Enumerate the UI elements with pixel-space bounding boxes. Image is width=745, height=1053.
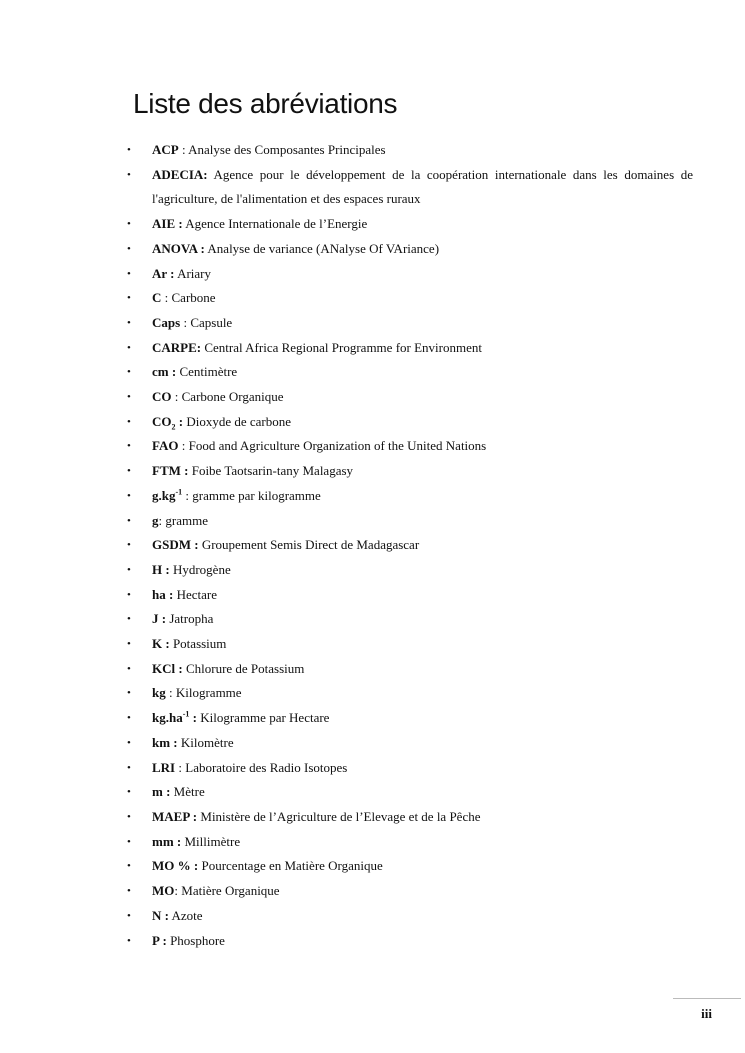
bullet-icon: • <box>127 539 131 552</box>
abbreviation-definition: Millimètre <box>184 833 241 849</box>
bullet-icon: • <box>127 934 131 947</box>
list-item <box>0 533 745 558</box>
bullet-icon: • <box>127 267 131 280</box>
bullet-icon: • <box>127 440 131 453</box>
bullet-icon: • <box>127 736 131 749</box>
list-item <box>0 286 745 311</box>
separator: : <box>165 685 176 701</box>
bullet-icon: • <box>127 638 131 651</box>
page-number: iii <box>701 1006 712 1021</box>
abbreviation-term: kg <box>152 685 166 701</box>
abbreviation-term: CARPE: <box>152 339 202 355</box>
list-item <box>0 138 745 163</box>
list-item <box>0 929 745 954</box>
separator: : <box>178 142 189 157</box>
separator: : <box>174 883 182 899</box>
bullet-icon: • <box>127 835 131 848</box>
abbreviation-term: MO <box>152 883 175 899</box>
bullet-icon: • <box>127 786 131 799</box>
abbreviation-definition: Matière Organique <box>181 883 280 899</box>
bullet-icon: • <box>127 588 131 601</box>
list-item <box>0 237 745 262</box>
abbreviation-definition: Hydrogène <box>172 561 231 577</box>
list-item <box>0 780 745 805</box>
bullet-icon: • <box>127 489 131 502</box>
abbreviation-definition: Analyse des Composantes Principales <box>188 142 386 157</box>
bullet-icon: • <box>127 144 131 156</box>
abbreviation-term: K : <box>152 636 170 652</box>
list-item <box>0 434 745 459</box>
abbreviation-term: MO % : <box>152 858 199 874</box>
list-item <box>0 632 745 657</box>
bullet-icon: • <box>127 168 131 181</box>
abbreviation-term: Caps <box>152 314 181 330</box>
abbreviation-term: m : <box>152 784 171 800</box>
abbreviation-definition: gramme par kilogramme <box>192 487 321 503</box>
separator: : <box>171 389 182 405</box>
bullet-icon: • <box>127 662 131 675</box>
abbreviation-term: $CO_2$ : <box>152 413 184 432</box>
abbreviation-term: MAEP : <box>152 808 198 824</box>
list-item <box>0 904 745 929</box>
list-item <box>0 163 745 212</box>
bullet-icon: • <box>127 712 131 725</box>
page-title: Liste des abréviations <box>133 88 398 119</box>
abbreviation-definition: Ministère de l’Agriculture de l’Elevage et de la Pêche <box>200 808 481 824</box>
abbreviation-term: LRI <box>152 759 176 775</box>
bullet-icon: • <box>127 810 131 823</box>
abbreviation-definition: Hectare <box>176 586 217 602</box>
abbreviation-term: cm : <box>152 364 177 380</box>
list-item <box>0 360 745 385</box>
abbreviation-definition: Potassium <box>172 636 227 652</box>
list-item <box>0 805 745 830</box>
abbreviation-definition: Central Africa Regional Programme for Environment <box>204 339 482 355</box>
abbreviation-term: P : <box>152 932 167 948</box>
abbreviation-definition: Food and Agriculture Organization of the United Nations <box>188 438 487 454</box>
list-item <box>0 706 745 731</box>
abbreviation-definition: Ariary <box>177 265 211 281</box>
abbreviation-term: $g.kg^{-1}$ <box>152 487 183 503</box>
abbreviation-definition: Carbone Organique <box>181 389 284 405</box>
bullet-icon: • <box>127 687 131 700</box>
abbreviation-definition: Foibe Taotsarin-tany Malagasy <box>191 463 354 479</box>
list-item <box>0 854 745 879</box>
list-item <box>0 484 745 509</box>
bullet-icon: • <box>127 366 131 379</box>
abbreviation-term: mm : <box>152 833 182 849</box>
abbreviation-term: AIE : <box>152 216 183 232</box>
abbreviation-definition: Carbone <box>171 290 216 306</box>
abbreviation-definition: Kilogramme <box>175 685 242 701</box>
bullet-icon: • <box>127 613 131 626</box>
bullet-icon: • <box>127 391 131 404</box>
abbreviation-definition: Kilomètre <box>180 734 234 750</box>
abbreviation-term: KCl : <box>152 660 183 676</box>
abbreviation-definition: Dioxyde de carbone <box>186 413 292 429</box>
bullet-icon: • <box>127 316 131 329</box>
list-item <box>0 879 745 904</box>
abbreviation-definition: gramme <box>165 512 208 528</box>
abbreviation-term: ANOVA : <box>152 240 205 256</box>
abbreviation-definition: Agence Internationale de l’Energie <box>185 216 368 232</box>
bullet-icon: • <box>127 218 131 231</box>
list-item <box>0 756 745 781</box>
abbreviation-definition: Azote <box>171 907 203 923</box>
list-item <box>0 607 745 632</box>
abbreviation-term: GSDM : <box>152 537 199 553</box>
abbreviation-definition: Kilogramme par Hectare <box>200 710 330 726</box>
list-item <box>0 509 745 534</box>
abbreviation-definition: Mètre <box>173 784 205 800</box>
abbreviation-definition: Analyse de variance (ANalyse Of VAriance) <box>207 240 440 256</box>
abbreviation-term: ACP <box>152 142 179 157</box>
abbreviation-definition: Laboratoire des Radio Isotopes <box>185 759 348 775</box>
abbreviation-definition: Agence pour le développement de la coopération internationale dans les domaines de l'agriculture, de l'alimentation et des espaces ruraux <box>152 166 693 207</box>
abbreviation-definition: Capsule <box>190 314 233 330</box>
separator: : <box>158 512 166 528</box>
list-item <box>0 311 745 336</box>
abbreviation-term: ha : <box>152 586 174 602</box>
abbreviation-list <box>0 138 745 953</box>
abbreviation-term: FTM : <box>152 463 189 479</box>
separator: : <box>180 314 191 330</box>
bullet-icon: • <box>127 514 131 527</box>
bullet-icon: • <box>127 563 131 576</box>
abbreviation-definition: Pourcentage en Matière Organique <box>201 858 383 874</box>
list-item <box>0 731 745 756</box>
list-item <box>0 459 745 484</box>
list-item <box>0 558 745 583</box>
separator: : <box>175 759 186 775</box>
bullet-icon: • <box>127 885 131 898</box>
bullet-icon: • <box>127 909 131 922</box>
list-item <box>0 410 745 435</box>
abbreviation-term: CO <box>152 389 172 405</box>
abbreviation-term: $kg.ha^{-1}$ : <box>152 709 197 726</box>
list-item <box>0 681 745 706</box>
abbreviation-definition: Phosphore <box>170 932 225 948</box>
footer-divider <box>673 998 741 999</box>
abbreviation-term: FAO <box>152 438 179 454</box>
bullet-icon: • <box>127 415 131 428</box>
separator: : <box>178 438 189 454</box>
abbreviation-term: km : <box>152 734 178 750</box>
abbreviation-definition: Centimètre <box>179 364 238 380</box>
bullet-icon: • <box>127 242 131 255</box>
bullet-icon: • <box>127 465 131 478</box>
list-item <box>0 583 745 608</box>
separator: : <box>182 487 193 503</box>
abbreviation-term: Ar : <box>152 265 175 281</box>
list-item <box>0 336 745 361</box>
list-item <box>0 212 745 237</box>
list-item <box>0 657 745 682</box>
list-item <box>0 830 745 855</box>
abbreviation-term: ADECIA: <box>152 166 208 182</box>
abbreviation-definition: Jatropha <box>169 611 214 627</box>
abbreviation-term: g <box>152 512 159 528</box>
list-item <box>0 385 745 410</box>
bullet-icon: • <box>127 341 131 354</box>
abbreviation-term: H : <box>152 561 170 577</box>
separator: : <box>161 290 172 306</box>
bullet-icon: • <box>127 860 131 873</box>
bullet-icon: • <box>127 292 131 305</box>
abbreviation-term: N : <box>152 907 169 923</box>
abbreviation-term: C <box>152 290 162 306</box>
abbreviation-definition: Chlorure de Potassium <box>185 660 305 676</box>
bullet-icon: • <box>127 761 131 774</box>
abbreviation-definition: Groupement Semis Direct de Madagascar <box>201 537 420 553</box>
abbreviation-term: J : <box>152 611 167 627</box>
list-item <box>0 262 745 287</box>
